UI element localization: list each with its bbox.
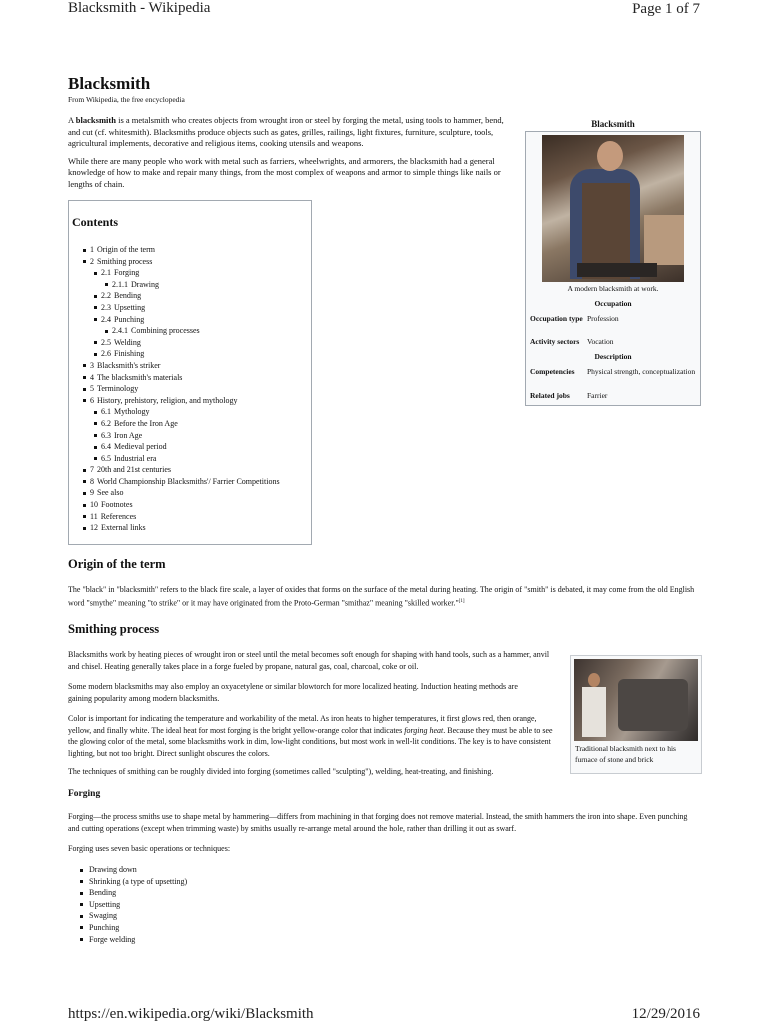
toc-item[interactable]: 2.1 Forging — [94, 267, 280, 279]
toc-item[interactable]: 11 References — [83, 511, 280, 523]
list-item: Swaging — [80, 910, 187, 922]
list-item: Forge welding — [80, 934, 187, 946]
toc-item[interactable]: 6.5 Industrial era — [94, 453, 280, 465]
infobox-row: Activity sectors Vocation — [530, 337, 614, 346]
toc-item[interactable]: 8 World Championship Blacksmiths'/ Farrier Competitions — [83, 476, 280, 488]
infobox-caption: A modern blacksmith at work. — [567, 284, 659, 293]
toc-item[interactable]: 6 History, prehistory, religion, and mythology — [83, 395, 280, 407]
toc-item[interactable]: 2.4 Punching — [94, 314, 280, 326]
toc-item[interactable]: 7 20th and 21st centuries — [83, 464, 280, 476]
citation-link[interactable]: [1] — [458, 598, 465, 604]
print-header-title: Blacksmith - Wikipedia — [68, 0, 211, 16]
toc-item[interactable]: 2.4.1 Combining processes — [105, 325, 280, 337]
toc-item[interactable]: 2.5 Welding — [94, 337, 280, 349]
list-item: Upsetting — [80, 899, 187, 911]
infobox — [525, 119, 701, 406]
smithing-paragraph-2: Some modern blacksmiths may also employ an oxyacetylene or similar blowtorch for more localized heating. Induction heating methods are gaining popularity among modern blacksmiths. — [68, 682, 518, 703]
heading-smithing-process: Smithing process — [68, 622, 160, 636]
toc-item[interactable]: 6.4 Medieval period — [94, 441, 280, 453]
infobox-title: Blacksmith — [591, 119, 635, 129]
furnace-figure — [570, 655, 702, 774]
toc-item[interactable]: 6.2 Before the Iron Age — [94, 418, 280, 430]
toc-item[interactable]: 5 Terminology — [83, 383, 280, 395]
list-item: Bending — [80, 887, 187, 899]
smithing-paragraph-4: The techniques of smithing can be roughly divided into forging (sometimes called "sculpting"), welding, heat-treating, and finishing. — [68, 767, 494, 776]
toc-item[interactable]: 2 Smithing process — [83, 256, 280, 268]
forging-paragraph-2: Forging uses seven basic operations or techniques: — [68, 844, 231, 853]
forging-techniques-list — [80, 864, 187, 945]
toc-item[interactable]: 2.1.1 Drawing — [105, 279, 280, 291]
print-footer-url[interactable]: https://en.wikipedia.org/wiki/Blacksmith — [68, 1006, 314, 1022]
print-footer-date: 12/29/2016 — [631, 1006, 700, 1022]
infobox-section-occupation: Occupation — [594, 299, 632, 308]
page-title: Blacksmith — [68, 74, 151, 93]
toc-item[interactable]: 12 External links — [83, 522, 280, 534]
infobox-row: Occupation type Profession — [530, 314, 619, 323]
toc-item[interactable]: 2.6 Finishing — [94, 348, 280, 360]
smithing-paragraph-3: Color is important for indicating the temperature and workability of the metal. As iron heats to higher temperatures, it first glows red, then orange, yellow, and finally white. The ideal heat for most forging is the bright yellow-orange color that indicates forging heat. Because they must be able to see the glowing color of the metal, some blacksmiths work in dim, low-light conditions, but most work in well-lit conditions. The key is to have consistent lighting, but not too bright. Direct sunlight obscures the colors. — [68, 714, 553, 758]
page-subtitle: From Wikipedia, the free encyclopedia — [68, 95, 185, 104]
smithing-paragraph-1: Blacksmiths work by heating pieces of wrought iron or steel until the metal becomes soft enough for shaping with hand tools, such as a hammer, anvil and chisel. Heating generally takes place in a forge fueled by propane, natural gas, coal, charcoal, coke or oil. — [68, 650, 550, 671]
toc-item[interactable]: 4 The blacksmith's materials — [83, 372, 280, 384]
infobox-body — [525, 131, 701, 406]
infobox-row: Competencies Physical strength, conceptualization — [530, 367, 696, 376]
infobox-section-description: Description — [594, 352, 632, 361]
toc-item[interactable]: 1 Origin of the term — [83, 244, 280, 256]
list-item: Punching — [80, 922, 187, 934]
blacksmith-furnace-photo[interactable] — [574, 659, 698, 741]
intro-paragraph-1: A blacksmith is a metalsmith who creates objects from wrought iron or steel by forging the metal, using tools to hammer, bend, and cut (cf. whitesmith). Blacksmiths produce objects such as gates, grilles, railings, light fixtures, furniture, sculpture, tools, agricultural implements, decorative and religious items, cooking utensils and weapons. — [68, 115, 504, 148]
toc-title: Contents — [72, 215, 119, 229]
toc-item[interactable]: 3 Blacksmith's striker — [83, 360, 280, 372]
origin-paragraph: The "black" in "blacksmith" refers to the black fire scale, a layer of oxides that forms on the surface of the metal during heating. The origin of "smith" is debated, it may come from the old English word "smythe" meaning "to strike" or it may have originated from the Proto-German "smithaz" meaning "skilled worker."[1] — [68, 585, 695, 608]
list-item: Shrinking (a type of upsetting) — [80, 876, 187, 888]
toc-item[interactable]: 6.3 Iron Age — [94, 430, 280, 442]
table-of-contents — [68, 200, 312, 545]
heading-origin: Origin of the term — [68, 557, 166, 571]
forging-paragraph-1: Forging—the process smiths use to shape metal by hammering—differs from machining in that forging does not remove material. Instead, the smith hammers the iron into shape. Even punching and cutting operations (except when trimming waste) by smiths usually re-arrange metal around the hole, rather than drilling it out as swarf. — [68, 812, 688, 833]
toc-list — [83, 244, 280, 534]
figure-caption: Traditional blacksmith next to his furnace of stone and brick — [575, 744, 676, 764]
toc-item[interactable]: 2.3 Upsetting — [94, 302, 280, 314]
toc-item[interactable]: 9 See also — [83, 487, 280, 499]
list-item: Drawing down — [80, 864, 187, 876]
heading-forging: Forging — [68, 789, 101, 799]
intro-paragraph-2: While there are many people who work with metal such as farriers, wheelwrights, and armorers, the blacksmith had a general knowledge of how to make and repair many things, from the most complex of weapons and armor to simple things like nails or lengths of chain. — [68, 155, 501, 189]
print-header-page: Page 1 of 7 — [632, 1, 700, 17]
blacksmith-photo[interactable] — [542, 135, 684, 282]
toc-item[interactable]: 10 Footnotes — [83, 499, 280, 511]
toc-item[interactable]: 2.2 Bending — [94, 290, 280, 302]
infobox-row: Related jobs Farrier — [530, 391, 608, 400]
toc-item[interactable]: 6.1 Mythology — [94, 406, 280, 418]
